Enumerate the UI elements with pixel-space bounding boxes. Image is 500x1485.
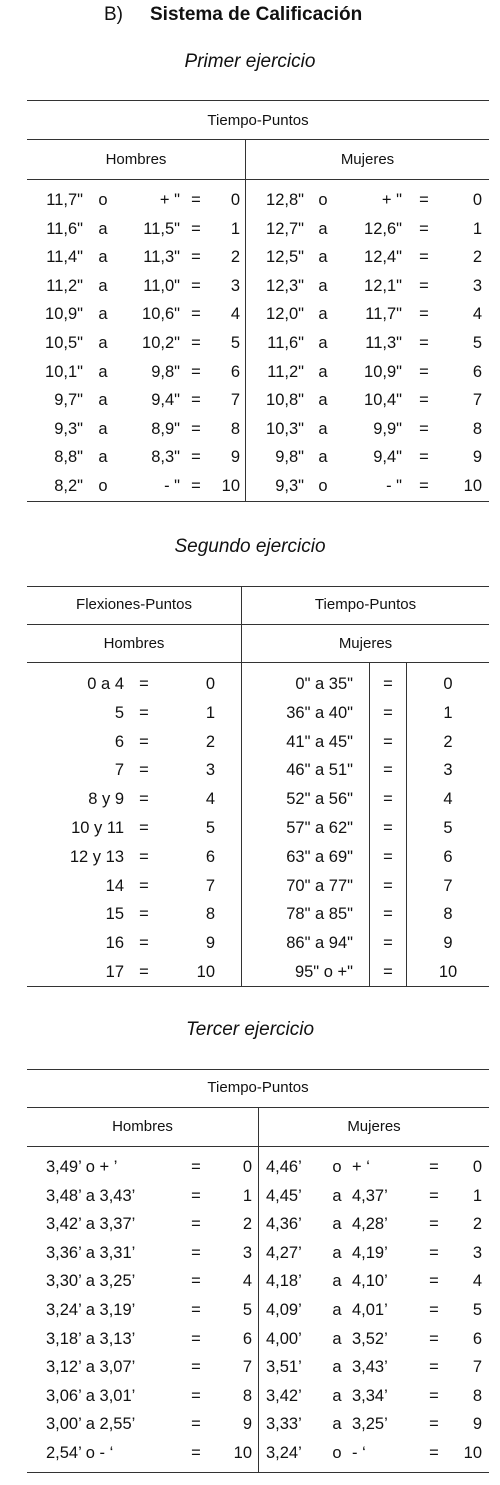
equals-sign: = xyxy=(419,477,429,495)
points: 3 xyxy=(472,1243,482,1262)
points: 8 xyxy=(472,419,482,438)
connector: a xyxy=(318,276,328,295)
time-from: 10,9" xyxy=(45,305,83,324)
equals-sign: = xyxy=(419,219,429,238)
time-from: 11,2" xyxy=(267,362,304,381)
time-from: 12,5" xyxy=(266,248,304,267)
equals-sign: = xyxy=(429,1158,439,1176)
time-from: 9,8" xyxy=(275,448,304,467)
time-range: 2,54’ o - ‘ xyxy=(46,1444,114,1462)
points: 4 xyxy=(472,305,482,324)
equals-sign: = xyxy=(191,219,201,238)
points: 10 xyxy=(221,477,240,495)
ex1-divider xyxy=(245,139,246,501)
equals-sign: = xyxy=(419,419,429,438)
equals-sign: = xyxy=(139,761,149,780)
time-to: 11,7" xyxy=(365,305,402,324)
connector: a xyxy=(318,248,328,267)
points: 1 xyxy=(242,1186,252,1205)
equals-sign: = xyxy=(191,1243,201,1262)
equals-sign: = xyxy=(191,391,201,410)
pushups-range: 17 xyxy=(105,963,124,981)
connector: a xyxy=(318,362,328,381)
time-to: 4,10’ xyxy=(352,1272,388,1291)
time-to: 11,3" xyxy=(143,248,180,267)
time-range: 3,18’ a 3,13’ xyxy=(46,1329,136,1348)
points: 10 xyxy=(233,1444,252,1462)
equals-sign: = xyxy=(139,703,149,722)
equals-sign: = xyxy=(419,448,429,467)
ex2-header-right: Tiempo-Puntos xyxy=(314,596,417,613)
points: 8 xyxy=(472,1386,482,1405)
points: 9 xyxy=(205,934,215,953)
time-to: - " xyxy=(164,477,180,495)
time-to: 10,6" xyxy=(142,305,180,324)
connector: a xyxy=(318,334,328,352)
points: 7 xyxy=(443,876,453,895)
equals-sign: = xyxy=(429,1186,439,1205)
points: 0 xyxy=(443,675,453,693)
equals-sign: = xyxy=(191,1444,201,1462)
equals-sign: = xyxy=(139,732,149,751)
time-from: 3,51’ xyxy=(266,1358,302,1377)
time-from: 8,2" xyxy=(54,477,83,495)
connector: a xyxy=(318,305,328,324)
connector: a xyxy=(332,1301,342,1319)
points: 10 xyxy=(463,477,482,495)
equals-sign: = xyxy=(191,1186,201,1205)
section-title: Sistema de Calificación xyxy=(150,4,363,25)
section-heading xyxy=(0,4,500,28)
ex2-subheader-rule xyxy=(27,662,489,663)
points: 6 xyxy=(443,847,453,866)
points: 6 xyxy=(242,1329,252,1348)
equals-sign: = xyxy=(191,334,201,352)
time-to: 4,28’ xyxy=(352,1215,388,1234)
section-letter: B) xyxy=(104,4,123,25)
connector: a xyxy=(98,448,108,467)
ex1-header: Tiempo-Puntos xyxy=(207,112,309,129)
ex1-subheader-rule xyxy=(27,179,489,180)
connector: o xyxy=(332,1444,342,1462)
ex3-divider xyxy=(258,1107,259,1472)
time-from: 3,42’ xyxy=(266,1386,302,1405)
time-from: 12,3" xyxy=(266,276,304,295)
time-range: 95" o +" xyxy=(294,963,353,981)
pushups-range: 10 y 11 xyxy=(71,819,124,837)
equals-sign: = xyxy=(419,276,429,295)
equals-sign: = xyxy=(139,963,149,981)
points: 8 xyxy=(230,419,240,438)
time-range: 3,24’ a 3,19’ xyxy=(46,1301,136,1319)
time-from: 3,24’ xyxy=(266,1444,302,1462)
time-from: 10,1" xyxy=(45,362,83,381)
equals-sign: = xyxy=(139,934,149,953)
connector: o xyxy=(318,477,328,495)
points: 10 xyxy=(463,1444,482,1462)
pushups-range: 14 xyxy=(105,876,124,895)
time-to: 3,52’ xyxy=(352,1329,388,1348)
equals-sign: = xyxy=(383,819,393,837)
ex2-header-left: Flexiones-Puntos xyxy=(76,596,192,613)
time-from: 11,4" xyxy=(46,248,83,267)
equals-sign: = xyxy=(383,934,393,953)
pushups-range: 15 xyxy=(105,905,124,924)
ex1-women-label: Mujeres xyxy=(340,151,395,168)
equals-sign: = xyxy=(429,1329,439,1348)
time-from: 11,2" xyxy=(46,276,83,295)
points: 9 xyxy=(230,448,240,467)
time-to: 12,6" xyxy=(364,219,402,238)
time-to: 9,4" xyxy=(151,391,180,410)
time-to: 9,4" xyxy=(373,448,402,467)
equals-sign: = xyxy=(429,1444,439,1462)
points: 7 xyxy=(242,1358,252,1377)
time-range: 3,36’ a 3,31’ xyxy=(46,1243,136,1262)
points: 5 xyxy=(205,819,215,837)
connector: a xyxy=(98,305,108,324)
time-to: + " xyxy=(381,191,402,209)
time-to: 8,9" xyxy=(151,419,180,438)
time-to: 10,9" xyxy=(364,362,402,381)
points: 6 xyxy=(205,847,215,866)
time-to: 8,3" xyxy=(151,448,180,467)
time-from: 12,8" xyxy=(266,191,304,209)
ex2-bottom-rule xyxy=(27,986,489,987)
equals-sign: = xyxy=(191,1358,201,1377)
ex3-subheader-rule xyxy=(27,1146,489,1147)
equals-sign: = xyxy=(191,419,201,438)
points: 1 xyxy=(230,219,240,238)
equals-sign: = xyxy=(429,1243,439,1262)
connector: a xyxy=(98,362,108,381)
equals-sign: = xyxy=(191,276,201,295)
time-range: 57" a 62" xyxy=(286,819,353,837)
connector: o xyxy=(98,191,108,209)
equals-sign: = xyxy=(429,1415,439,1434)
equals-sign: = xyxy=(139,876,149,895)
equals-sign: = xyxy=(191,1415,201,1434)
points: 9 xyxy=(472,448,482,467)
points: 7 xyxy=(205,876,215,895)
time-range: 3,49’ o + ’ xyxy=(46,1158,118,1176)
time-range: 36" a 40" xyxy=(286,703,353,722)
equals-sign: = xyxy=(191,1158,201,1176)
ex3-bottom-rule xyxy=(27,1472,489,1473)
points: 0 xyxy=(472,191,482,209)
equals-sign: = xyxy=(139,905,149,924)
time-range: 0" a 35" xyxy=(295,675,353,693)
time-to: - ‘ xyxy=(352,1444,366,1462)
equals-sign: = xyxy=(191,477,201,495)
pushups-range: 6 xyxy=(114,732,124,751)
ex1-header-rule xyxy=(27,139,489,140)
time-to: 12,1" xyxy=(364,276,402,295)
points: 0 xyxy=(205,675,215,693)
time-to: 3,34’ xyxy=(352,1386,388,1405)
time-range: 78" a 85" xyxy=(286,905,353,924)
points: 3 xyxy=(472,276,482,295)
points: 3 xyxy=(230,276,240,295)
time-from: 4,36’ xyxy=(266,1215,302,1234)
time-range: 3,06’ a 3,01’ xyxy=(46,1386,136,1405)
connector: a xyxy=(332,1386,342,1405)
equals-sign: = xyxy=(383,963,393,981)
ex3-top-rule xyxy=(27,1069,489,1070)
equals-sign: = xyxy=(139,819,149,837)
time-range: 86" a 94" xyxy=(286,934,353,953)
time-to: 9,9" xyxy=(373,419,402,438)
equals-sign: = xyxy=(191,1215,201,1234)
pushups-range: 16 xyxy=(105,934,124,953)
points: 4 xyxy=(472,1272,482,1291)
time-range: 3,30’ a 3,25’ xyxy=(46,1272,136,1291)
equals-sign: = xyxy=(191,1301,201,1319)
equals-sign: = xyxy=(383,761,393,780)
connector: a xyxy=(98,219,108,238)
equals-sign: = xyxy=(191,191,201,209)
ex1-bottom-rule xyxy=(27,501,489,502)
connector: a xyxy=(332,1415,342,1434)
time-to: - " xyxy=(386,477,402,495)
time-range: 70" a 77" xyxy=(286,876,353,895)
points: 1 xyxy=(472,1186,482,1205)
time-from: 8,8" xyxy=(54,448,83,467)
points: 10 xyxy=(196,963,215,981)
time-from: 11,6" xyxy=(46,219,83,238)
points: 8 xyxy=(205,905,215,924)
points: 4 xyxy=(443,790,453,809)
pushups-range: 0 a 4 xyxy=(87,675,124,693)
connector: a xyxy=(98,276,108,295)
ex1-title: Primer ejercicio xyxy=(184,51,316,72)
time-range: 63" a 69" xyxy=(286,847,353,866)
points: 7 xyxy=(230,391,240,410)
ex3-header: Tiempo-Puntos xyxy=(207,1079,309,1096)
points: 3 xyxy=(205,761,215,780)
time-from: 12,7" xyxy=(266,219,304,238)
connector: o xyxy=(332,1158,342,1176)
time-range: 41" a 45" xyxy=(286,732,353,751)
equals-sign: = xyxy=(383,732,393,751)
points: 2 xyxy=(242,1215,252,1234)
connector: a xyxy=(332,1272,342,1291)
equals-sign: = xyxy=(191,1272,201,1291)
equals-sign: = xyxy=(429,1358,439,1377)
equals-sign: = xyxy=(191,1329,201,1348)
points: 6 xyxy=(472,1329,482,1348)
points: 4 xyxy=(230,305,240,324)
equals-sign: = xyxy=(191,448,201,467)
connector: a xyxy=(98,248,108,267)
time-from: 12,0" xyxy=(266,305,304,324)
connector: o xyxy=(98,477,108,495)
equals-sign: = xyxy=(383,905,393,924)
time-from: 10,3" xyxy=(266,419,304,438)
time-range: 3,48’ a 3,43’ xyxy=(46,1186,136,1205)
equals-sign: = xyxy=(139,847,149,866)
points: 2 xyxy=(230,248,240,267)
pushups-range: 12 y 13 xyxy=(69,847,124,866)
time-from: 10,5" xyxy=(45,334,83,352)
points: 2 xyxy=(472,1215,482,1234)
ex3-women-label: Mujeres xyxy=(347,1118,401,1135)
equals-sign: = xyxy=(429,1386,439,1405)
time-range: 3,12’ a 3,07’ xyxy=(46,1358,136,1377)
time-range: 3,00’ a 2,55’ xyxy=(46,1415,136,1434)
time-to: 4,01’ xyxy=(352,1301,388,1319)
points: 4 xyxy=(205,790,215,809)
points: 5 xyxy=(472,1301,482,1319)
ex2-title: Segundo ejercicio xyxy=(174,536,326,557)
time-from: 4,27’ xyxy=(266,1243,302,1262)
equals-sign: = xyxy=(383,876,393,895)
points: 0 xyxy=(472,1158,482,1176)
equals-sign: = xyxy=(419,191,429,209)
connector: a xyxy=(332,1243,342,1262)
points: 10 xyxy=(438,963,458,981)
points: 9 xyxy=(472,1415,482,1434)
equals-sign: = xyxy=(191,362,201,381)
time-from: 11,7" xyxy=(46,191,83,209)
time-from: 3,33’ xyxy=(266,1415,302,1434)
equals-sign: = xyxy=(191,305,201,324)
time-to: + ‘ xyxy=(352,1158,370,1176)
time-from: 11,6" xyxy=(267,334,304,352)
connector: a xyxy=(332,1358,342,1377)
connector: a xyxy=(98,334,108,352)
time-to: + " xyxy=(159,191,180,209)
time-from: 9,3" xyxy=(275,477,304,495)
time-to: 4,37’ xyxy=(352,1186,388,1205)
points: 1 xyxy=(472,219,482,238)
ex3-title: Tercer ejercicio xyxy=(185,1019,315,1040)
time-to: 3,25’ xyxy=(352,1415,388,1434)
time-range: 52" a 56" xyxy=(286,790,353,809)
ex2-women-label: Mujeres xyxy=(338,635,393,652)
points: 2 xyxy=(472,248,482,267)
points: 9 xyxy=(443,934,453,953)
points: 8 xyxy=(242,1386,252,1405)
equals-sign: = xyxy=(429,1215,439,1234)
time-from: 4,46’ xyxy=(266,1158,302,1176)
pushups-range: 8 y 9 xyxy=(88,790,124,809)
time-range: 46" a 51" xyxy=(286,761,353,780)
time-to: 11,5" xyxy=(143,219,180,238)
time-to: 12,4" xyxy=(364,248,402,267)
points: 0 xyxy=(230,191,240,209)
points: 2 xyxy=(205,732,215,751)
connector: a xyxy=(98,391,108,410)
connector: a xyxy=(318,419,328,438)
points: 1 xyxy=(443,703,453,722)
connector: a xyxy=(98,419,108,438)
equals-sign: = xyxy=(429,1301,439,1319)
points: 5 xyxy=(242,1301,252,1319)
points: 2 xyxy=(443,732,453,751)
connector: a xyxy=(318,448,328,467)
equals-sign: = xyxy=(383,703,393,722)
ex1-top-rule xyxy=(27,100,489,101)
time-to: 10,2" xyxy=(142,334,180,352)
equals-sign: = xyxy=(139,790,149,809)
time-from: 9,3" xyxy=(54,419,83,438)
time-from: 4,09’ xyxy=(266,1301,302,1319)
ex2-top-rule xyxy=(27,586,489,587)
connector: a xyxy=(332,1329,342,1348)
equals-sign: = xyxy=(419,248,429,267)
ex1-men-label: Hombres xyxy=(105,151,167,168)
equals-sign: = xyxy=(383,790,393,809)
time-from: 10,8" xyxy=(266,391,304,410)
equals-sign: = xyxy=(383,675,393,693)
time-from: 4,45’ xyxy=(266,1186,302,1205)
points: 7 xyxy=(472,391,482,410)
time-to: 10,4" xyxy=(364,391,402,410)
points: 3 xyxy=(443,761,453,780)
points: 5 xyxy=(443,819,453,837)
points: 0 xyxy=(242,1158,252,1176)
equals-sign: = xyxy=(191,248,201,267)
points: 8 xyxy=(443,905,453,924)
points: 4 xyxy=(242,1272,252,1291)
equals-sign: = xyxy=(191,1386,201,1405)
ex2-header-rule xyxy=(27,624,489,625)
points: 1 xyxy=(205,703,215,722)
time-from: 4,18’ xyxy=(266,1272,302,1291)
connector: a xyxy=(318,219,328,238)
connector: o xyxy=(318,191,328,209)
time-to: 11,3" xyxy=(365,334,402,352)
points: 6 xyxy=(472,362,482,381)
ex2-men-label: Hombres xyxy=(103,635,165,652)
equals-sign: = xyxy=(419,334,429,352)
points: 7 xyxy=(472,1358,482,1377)
ex3-men-label: Hombres xyxy=(112,1118,173,1135)
points: 3 xyxy=(242,1243,252,1262)
pushups-range: 5 xyxy=(114,703,124,722)
points: 9 xyxy=(242,1415,252,1434)
pushups-range: 7 xyxy=(114,761,124,780)
equals-sign: = xyxy=(419,362,429,381)
time-to: 4,19’ xyxy=(352,1243,388,1262)
time-to: 9,8" xyxy=(151,362,180,381)
equals-sign: = xyxy=(419,305,429,324)
time-to: 11,0" xyxy=(143,276,180,295)
connector: a xyxy=(318,391,328,410)
time-from: 9,7" xyxy=(54,391,83,410)
equals-sign: = xyxy=(419,391,429,410)
equals-sign: = xyxy=(139,675,149,693)
connector: a xyxy=(332,1215,342,1234)
equals-sign: = xyxy=(383,847,393,866)
time-from: 4,00’ xyxy=(266,1329,302,1348)
points: 5 xyxy=(230,334,240,352)
connector: a xyxy=(332,1186,342,1205)
time-range: 3,42’ a 3,37’ xyxy=(46,1215,136,1234)
points: 5 xyxy=(472,334,482,352)
equals-sign: = xyxy=(429,1272,439,1291)
time-to: 3,43’ xyxy=(352,1358,388,1377)
points: 6 xyxy=(230,362,240,381)
